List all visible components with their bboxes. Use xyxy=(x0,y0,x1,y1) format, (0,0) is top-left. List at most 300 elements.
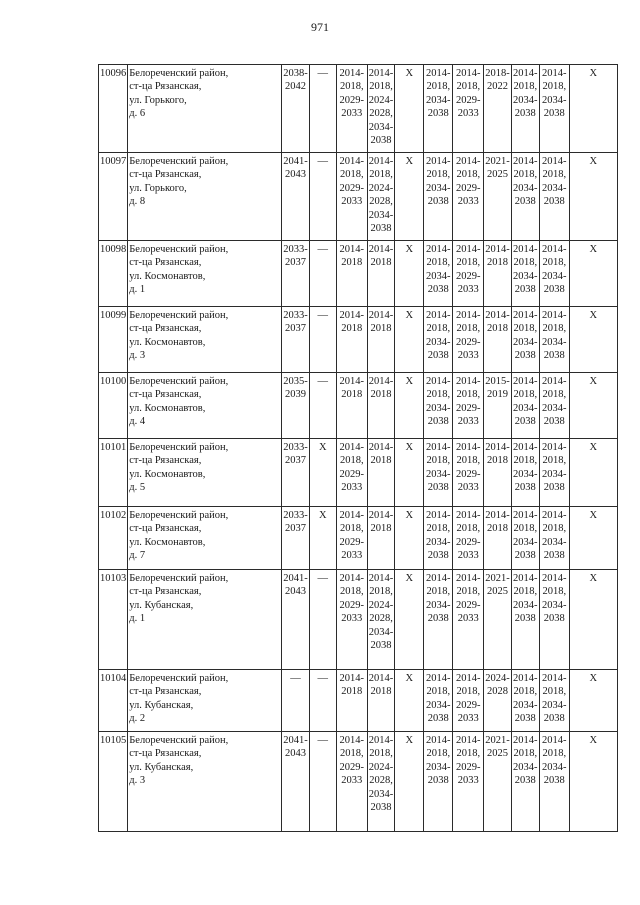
flag-cell xyxy=(309,732,336,832)
cell-line: 2014- xyxy=(368,735,394,746)
cell-line: X xyxy=(405,673,414,684)
record-id: 10098 xyxy=(99,241,128,307)
cell-line: 2018 xyxy=(341,257,363,269)
cell-line: 2039 xyxy=(285,389,306,401)
cell-line: 2014- xyxy=(485,442,510,453)
cell-line: 2014- xyxy=(485,310,510,321)
cell-line: 2043 xyxy=(285,748,306,760)
flag-cell xyxy=(395,65,424,153)
cell-line: 2018, xyxy=(456,523,481,535)
cell-line: X xyxy=(405,376,414,387)
period-cell xyxy=(511,241,539,307)
cell-line: 2029- xyxy=(456,761,481,773)
cell-line: 2034- xyxy=(513,182,538,194)
address-line: ул. Горького, xyxy=(129,182,187,194)
cell-line: 2014- xyxy=(513,673,538,684)
flag-cell xyxy=(395,373,424,439)
cell-line: 2038 xyxy=(543,416,565,428)
cell-line: 2025 xyxy=(487,586,508,598)
cell-line: 2019 xyxy=(487,389,508,401)
cell-line: 2033 xyxy=(341,550,363,562)
flag-cell xyxy=(569,65,617,153)
cell-line: 2018, xyxy=(542,748,567,760)
period-cell xyxy=(453,307,484,373)
cell-line: 2018, xyxy=(513,523,538,535)
cell-line: 2038 xyxy=(514,482,536,494)
period-cell xyxy=(367,65,395,153)
cell-line: 2033 xyxy=(457,550,479,562)
flag-cell xyxy=(309,570,336,670)
cell-line: 2018, xyxy=(339,169,364,181)
cell-line: 2034- xyxy=(542,599,567,611)
period-cell xyxy=(484,153,512,241)
address-cell xyxy=(128,307,282,373)
period-cell xyxy=(539,373,569,439)
address-cell xyxy=(128,732,282,832)
period-cell xyxy=(282,307,310,373)
cell-line: 2038 xyxy=(427,350,449,362)
flag-cell xyxy=(569,153,617,241)
cell-line: 2038 xyxy=(543,482,565,494)
cell-line: 2029- xyxy=(456,182,481,194)
cell-line: 2018, xyxy=(542,389,567,401)
cell-line: 2018, xyxy=(426,523,451,535)
cell-line: 2037 xyxy=(285,455,306,467)
period-cell xyxy=(367,439,395,507)
flag-cell xyxy=(569,439,617,507)
cell-line: 2014- xyxy=(456,673,481,684)
cell-line: 2018, xyxy=(542,586,567,598)
period-cell xyxy=(484,65,512,153)
address-line: ст-ца Рязанская, xyxy=(129,686,202,698)
cell-line: 2029- xyxy=(456,336,481,348)
cell-line: X xyxy=(405,244,414,255)
cell-line: 2034- xyxy=(542,336,567,348)
flag-cell xyxy=(395,241,424,307)
cell-line: 2014- xyxy=(339,735,364,746)
cell-line: 2018, xyxy=(542,257,567,269)
period-cell xyxy=(336,570,367,670)
cell-line: 2018, xyxy=(542,455,567,467)
cell-line: 2038 xyxy=(543,284,565,296)
cell-line: 2034- xyxy=(426,761,451,773)
cell-line: 2014- xyxy=(368,573,394,584)
period-cell xyxy=(484,507,512,570)
flag-cell xyxy=(395,307,424,373)
cell-line: — xyxy=(317,310,328,321)
cell-line: 2014- xyxy=(485,244,510,255)
cell-line: 2018, xyxy=(369,586,393,598)
cell-line: 2018, xyxy=(513,323,538,335)
cell-line: 2014- xyxy=(368,376,394,387)
address-line: Белореченский район, xyxy=(129,244,229,255)
period-cell xyxy=(282,507,310,570)
cell-line: 2018, xyxy=(542,686,567,698)
cell-line: 2018 xyxy=(341,323,363,335)
cell-line: 2034- xyxy=(513,536,538,548)
cell-line: 2029- xyxy=(339,94,364,106)
cell-line: 2018 xyxy=(341,686,363,698)
period-cell xyxy=(424,507,453,570)
address-line: ул. Кубанская, xyxy=(129,699,194,711)
cell-line: 2037 xyxy=(285,323,306,335)
cell-line: 2018, xyxy=(369,748,393,760)
cell-line: 2034- xyxy=(542,761,567,773)
address-line: ул. Космонавтов, xyxy=(129,468,206,480)
cell-line: 2029- xyxy=(456,468,481,480)
cell-line: 2018, xyxy=(456,323,481,335)
cell-line: 2014- xyxy=(513,244,538,255)
period-cell xyxy=(511,373,539,439)
address-line: Белореченский район, xyxy=(129,510,229,521)
cell-line: 2014- xyxy=(542,442,567,453)
flag-cell xyxy=(309,65,336,153)
address-line: Белореченский район, xyxy=(129,156,229,167)
cell-line: 2038 xyxy=(514,613,536,625)
cell-line: 2014- xyxy=(426,442,451,453)
cell-line: 2018, xyxy=(426,586,451,598)
cell-line: X xyxy=(405,510,414,521)
cell-line: 2033 xyxy=(341,482,363,494)
cell-line: 2028, xyxy=(369,775,393,787)
record-id: 10101 xyxy=(99,439,128,507)
cell-line: X xyxy=(589,510,598,521)
cell-line: X xyxy=(405,573,414,584)
registry-table xyxy=(98,64,618,832)
cell-line: 2041- xyxy=(283,735,308,746)
cell-line: 2025 xyxy=(487,169,508,181)
cell-line: 2038 xyxy=(514,284,536,296)
address-line: ул. Космонавтов, xyxy=(129,402,206,414)
cell-line: 2038 xyxy=(543,196,565,208)
record-id: 10102 xyxy=(99,507,128,570)
cell-line: 2034- xyxy=(368,121,394,133)
cell-line: 2018, xyxy=(513,389,538,401)
cell-line: 2018, xyxy=(339,81,364,93)
record-id: 10099 xyxy=(99,307,128,373)
cell-line: 2014- xyxy=(339,673,364,684)
cell-line: X xyxy=(589,376,598,387)
address-cell xyxy=(128,670,282,732)
address-line: Белореченский район, xyxy=(129,735,229,746)
cell-line: — xyxy=(317,156,328,167)
address-line: Белореченский район, xyxy=(129,573,229,584)
cell-line: 2014- xyxy=(339,376,364,387)
cell-line: 2014- xyxy=(513,156,538,167)
period-cell xyxy=(539,439,569,507)
cell-line: 2034- xyxy=(542,536,567,548)
flag-cell xyxy=(309,670,336,732)
address-line: ул. Горького, xyxy=(129,94,187,106)
table-row xyxy=(99,570,618,670)
cell-line: 2014- xyxy=(339,68,364,79)
cell-line: — xyxy=(317,573,328,584)
cell-line: 2018, xyxy=(513,257,538,269)
cell-line: 2014- xyxy=(513,310,538,321)
cell-line: 2024- xyxy=(368,761,394,773)
period-cell xyxy=(539,241,569,307)
cell-line: X xyxy=(589,156,598,167)
cell-line: 2014- xyxy=(542,673,567,684)
cell-line: 2038 xyxy=(543,775,565,787)
period-cell xyxy=(511,732,539,832)
record-id: 10100 xyxy=(99,373,128,439)
flag-cell xyxy=(569,241,617,307)
cell-line: 2018, xyxy=(456,389,481,401)
cell-line: X xyxy=(589,735,598,746)
cell-line: 2014- xyxy=(513,442,538,453)
period-cell xyxy=(282,670,310,732)
flag-cell xyxy=(395,507,424,570)
cell-line: 2014- xyxy=(456,68,481,79)
cell-line: 2038 xyxy=(514,713,536,725)
flag-cell xyxy=(309,507,336,570)
cell-line: 2015- xyxy=(485,376,510,387)
period-cell xyxy=(336,439,367,507)
cell-line: 2038 xyxy=(370,802,392,814)
period-cell xyxy=(511,507,539,570)
period-cell xyxy=(282,153,310,241)
cell-line: X xyxy=(589,310,598,321)
cell-line: 2038 xyxy=(427,613,449,625)
cell-line: 2033- xyxy=(283,510,308,521)
cell-line: 2033 xyxy=(457,196,479,208)
cell-line: 2029- xyxy=(339,182,364,194)
record-id: 10103 xyxy=(99,570,128,670)
address-line: д. 7 xyxy=(129,550,146,562)
address-line: ст-ца Рязанская, xyxy=(129,586,202,598)
address-line: ст-ца Рязанская, xyxy=(129,455,202,467)
period-cell xyxy=(484,670,512,732)
table-row xyxy=(99,439,618,507)
period-cell xyxy=(424,153,453,241)
period-cell xyxy=(424,439,453,507)
cell-line: 2018, xyxy=(513,169,538,181)
cell-line: 2041- xyxy=(283,156,308,167)
cell-line: 2018, xyxy=(369,169,393,181)
cell-line: 2014- xyxy=(456,442,481,453)
address-cell xyxy=(128,373,282,439)
cell-line: 2033- xyxy=(283,442,308,453)
cell-line: 2034- xyxy=(513,468,538,480)
cell-line: 2014- xyxy=(513,376,538,387)
cell-line: 2018, xyxy=(339,523,364,535)
cell-line: 2018, xyxy=(456,748,481,760)
cell-line: X xyxy=(589,573,598,584)
cell-line: 2018 xyxy=(487,323,508,335)
cell-line: 2014- xyxy=(426,510,451,521)
period-cell xyxy=(367,507,395,570)
cell-line: X xyxy=(589,244,598,255)
table-row xyxy=(99,373,618,439)
cell-line: 2038 xyxy=(427,482,449,494)
period-cell xyxy=(336,241,367,307)
cell-line: 2033 xyxy=(457,613,479,625)
cell-line: — xyxy=(317,68,328,79)
cell-line: 2038 xyxy=(514,350,536,362)
period-cell xyxy=(484,373,512,439)
address-line: д. 6 xyxy=(129,108,146,120)
period-cell xyxy=(367,732,395,832)
cell-line: — xyxy=(317,735,328,746)
cell-line: 2037 xyxy=(285,523,306,535)
address-line: ст-ца Рязанская, xyxy=(129,169,202,181)
address-line: ст-ца Рязанская, xyxy=(129,748,202,760)
period-cell xyxy=(367,670,395,732)
flag-cell xyxy=(569,373,617,439)
flag-cell xyxy=(309,439,336,507)
address-line: ул. Кубанская, xyxy=(129,761,194,773)
cell-line: 2035- xyxy=(283,376,308,387)
flag-cell xyxy=(395,670,424,732)
period-cell xyxy=(367,241,395,307)
cell-line: 2028, xyxy=(369,613,393,625)
period-cell xyxy=(336,670,367,732)
period-cell xyxy=(539,732,569,832)
cell-line: 2014- xyxy=(368,310,394,321)
flag-cell xyxy=(569,670,617,732)
flag-cell xyxy=(309,153,336,241)
address-line: Белореченский район, xyxy=(129,310,229,321)
period-cell xyxy=(539,153,569,241)
period-cell xyxy=(282,65,310,153)
cell-line: 2034- xyxy=(542,699,567,711)
cell-line: 2014- xyxy=(339,156,364,167)
period-cell xyxy=(367,307,395,373)
period-cell xyxy=(453,439,484,507)
page-number: 971 xyxy=(311,20,329,34)
period-cell xyxy=(282,241,310,307)
period-cell xyxy=(336,373,367,439)
cell-line: 2033 xyxy=(457,108,479,120)
cell-line: 2018 xyxy=(370,455,392,467)
cell-line: 2034- xyxy=(426,270,451,282)
period-cell xyxy=(453,373,484,439)
cell-line: X xyxy=(405,156,414,167)
cell-line: 2014- xyxy=(456,735,481,746)
period-cell xyxy=(511,153,539,241)
cell-line: 2018, xyxy=(513,81,538,93)
cell-line: 2018 xyxy=(341,389,363,401)
period-cell xyxy=(336,507,367,570)
period-cell xyxy=(336,65,367,153)
period-cell xyxy=(367,153,395,241)
cell-line: 2038 xyxy=(514,775,536,787)
flag-cell xyxy=(309,241,336,307)
period-cell xyxy=(539,507,569,570)
cell-line: 2024- xyxy=(368,182,394,194)
period-cell xyxy=(484,439,512,507)
cell-line: 2033 xyxy=(457,713,479,725)
cell-line: 2034- xyxy=(513,336,538,348)
cell-line: 2014- xyxy=(368,442,394,453)
cell-line: X xyxy=(405,735,414,746)
cell-line: 2018 xyxy=(487,455,508,467)
flag-cell xyxy=(395,732,424,832)
cell-line: 2038 xyxy=(427,284,449,296)
cell-line: 2018 xyxy=(370,389,392,401)
period-cell xyxy=(424,732,453,832)
cell-line: 2018, xyxy=(426,257,451,269)
cell-line: 2034- xyxy=(426,182,451,194)
cell-line: 2033 xyxy=(457,482,479,494)
table-row xyxy=(99,507,618,570)
address-line: Белореченский район, xyxy=(129,442,229,453)
period-cell xyxy=(367,570,395,670)
cell-line: 2018, xyxy=(456,586,481,598)
address-line: ст-ца Рязанская, xyxy=(129,389,202,401)
cell-line: 2034- xyxy=(542,182,567,194)
cell-line: 2014- xyxy=(456,156,481,167)
cell-line: 2038 xyxy=(543,713,565,725)
cell-line: 2018, xyxy=(542,81,567,93)
cell-line: 2038 xyxy=(370,135,392,147)
period-cell xyxy=(424,65,453,153)
cell-line: X xyxy=(405,310,414,321)
cell-line: 2018 xyxy=(487,523,508,535)
cell-line: 2029- xyxy=(456,402,481,414)
cell-line: 2024- xyxy=(485,673,510,684)
cell-line: 2018, xyxy=(426,748,451,760)
cell-line: 2018, xyxy=(456,81,481,93)
cell-line: 2038 xyxy=(427,416,449,428)
cell-line: 2034- xyxy=(513,599,538,611)
cell-line: 2014- xyxy=(542,735,567,746)
cell-line: 2014- xyxy=(339,510,364,521)
cell-line: 2018, xyxy=(426,686,451,698)
cell-line: 2018, xyxy=(369,81,393,93)
address-line: д. 1 xyxy=(129,284,146,296)
period-cell xyxy=(367,373,395,439)
cell-line: 2038 xyxy=(514,550,536,562)
cell-line: 2024- xyxy=(368,94,394,106)
cell-line: 2029- xyxy=(456,599,481,611)
cell-line: 2018- xyxy=(485,68,510,79)
cell-line: 2014- xyxy=(426,673,451,684)
cell-line: 2029- xyxy=(456,94,481,106)
cell-line: 2029- xyxy=(339,468,364,480)
cell-line: 2014- xyxy=(339,442,364,453)
cell-line: 2038- xyxy=(283,68,308,79)
address-line: ул. Космонавтов, xyxy=(129,336,206,348)
cell-line: 2018, xyxy=(339,586,364,598)
address-line: д. 5 xyxy=(129,482,146,494)
cell-line: 2043 xyxy=(285,586,306,598)
cell-line: 2034- xyxy=(368,788,394,800)
cell-line: 2014- xyxy=(339,244,364,255)
period-cell xyxy=(511,307,539,373)
cell-line: 2014- xyxy=(456,573,481,584)
cell-line: 2018, xyxy=(542,323,567,335)
cell-line: — xyxy=(290,673,301,684)
flag-cell xyxy=(569,507,617,570)
flag-cell xyxy=(395,153,424,241)
cell-line: X xyxy=(589,68,598,79)
address-line: д. 2 xyxy=(129,713,146,725)
table-row xyxy=(99,153,618,241)
cell-line: 2038 xyxy=(370,640,392,652)
period-cell xyxy=(511,670,539,732)
address-line: д. 4 xyxy=(129,416,146,428)
address-line: д. 3 xyxy=(129,775,146,787)
cell-line: 2033 xyxy=(457,416,479,428)
table-row xyxy=(99,307,618,373)
cell-line: 2014- xyxy=(339,573,364,584)
cell-line: 2014- xyxy=(456,310,481,321)
cell-line: 2018 xyxy=(370,323,392,335)
cell-line: 2038 xyxy=(514,108,536,120)
address-line: д. 1 xyxy=(129,613,146,625)
